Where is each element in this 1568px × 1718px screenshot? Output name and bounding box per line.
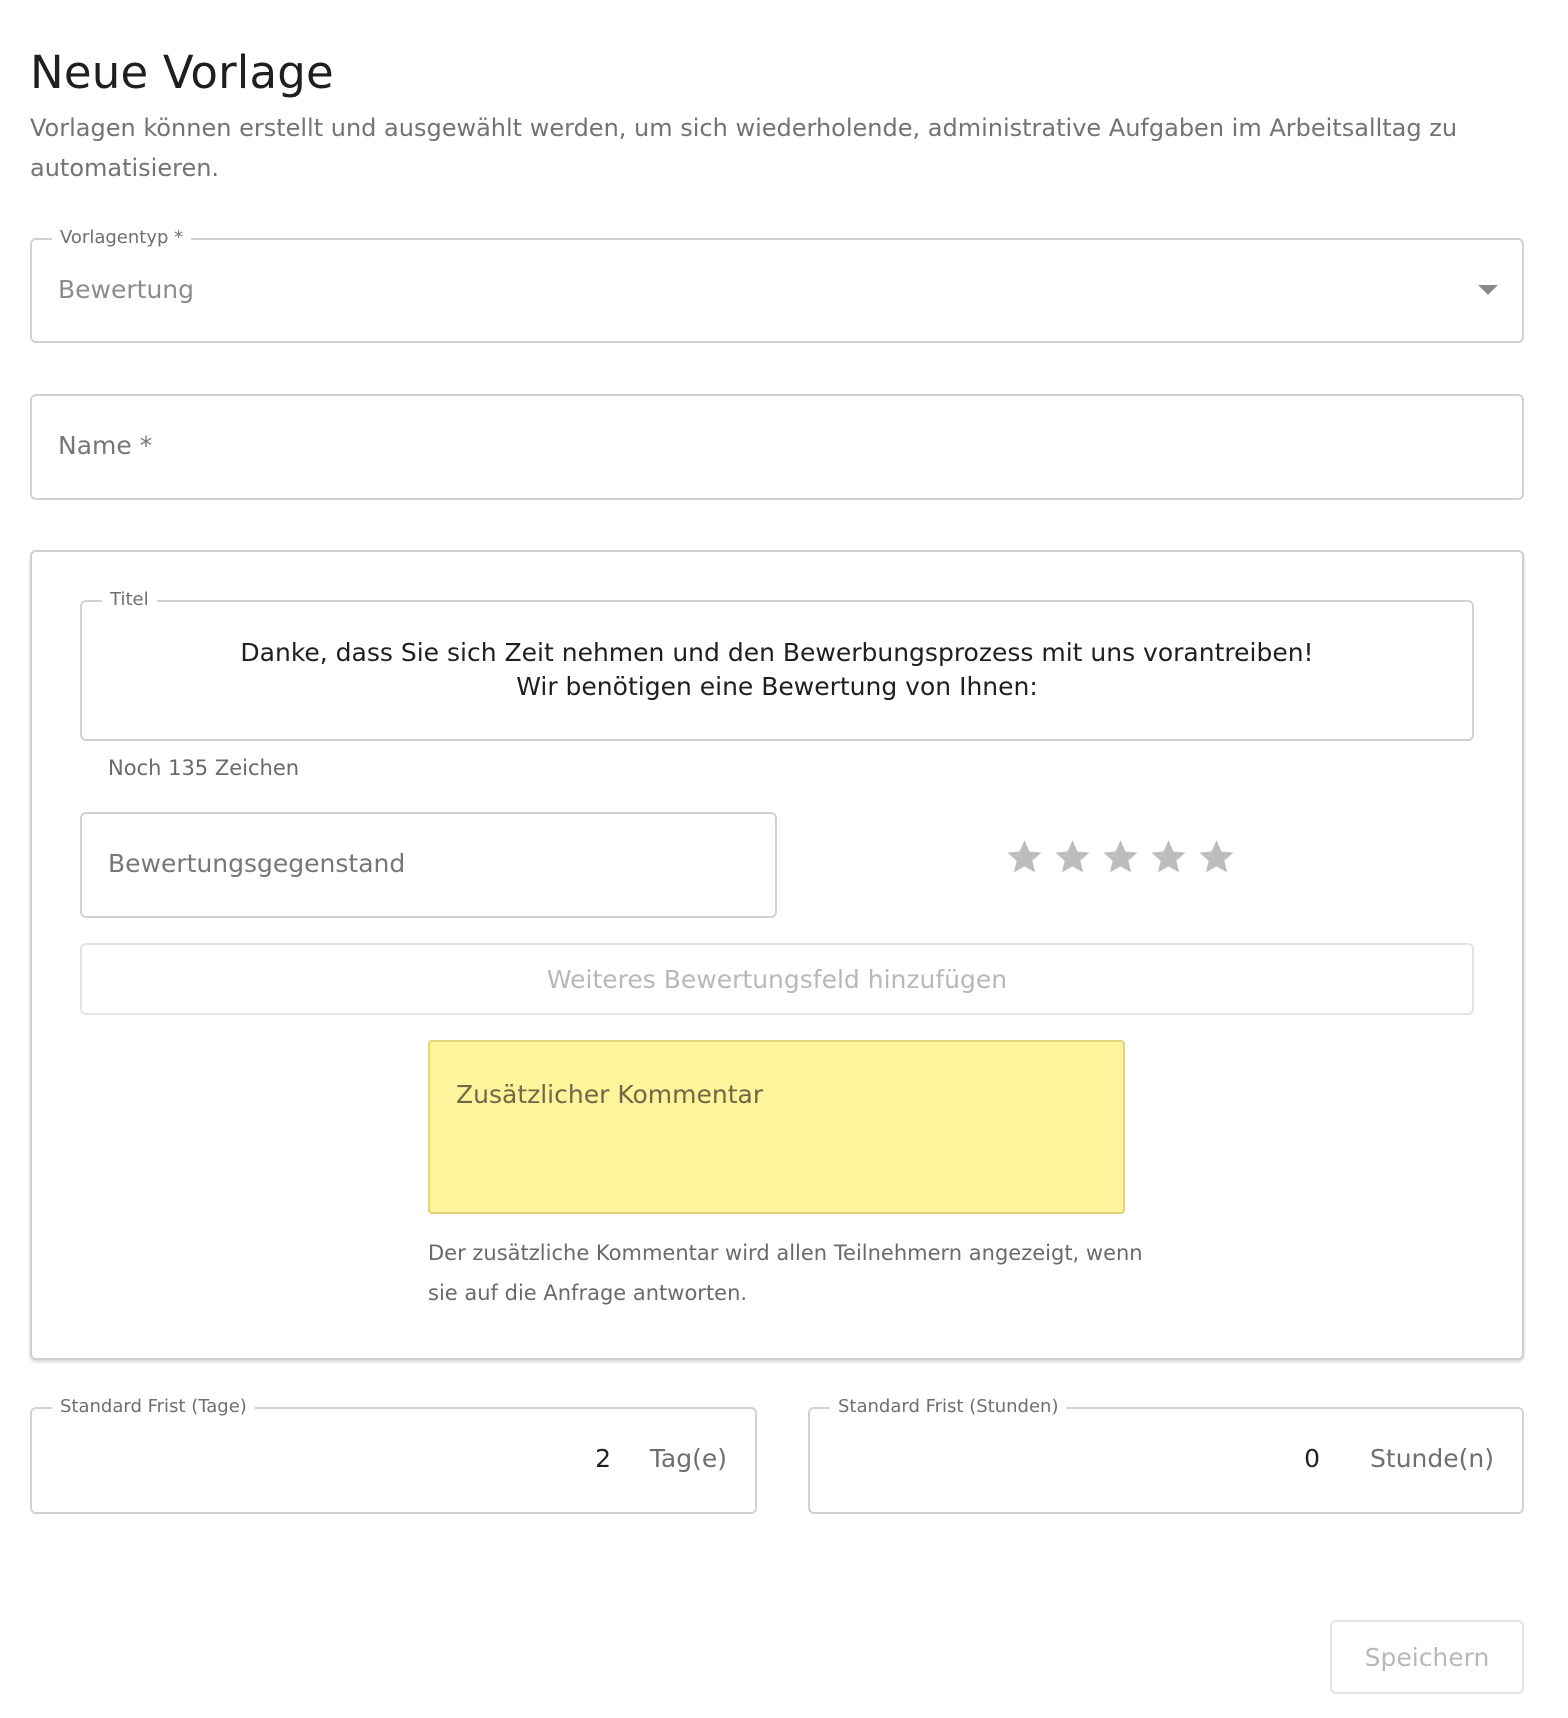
template-type-select[interactable] [30,227,1524,343]
title-text [82,636,1472,704]
deadline-hours-label: Standard Frist (Stunden) [830,1397,1066,1417]
star-rating[interactable] [1004,836,1237,877]
name-input[interactable] [30,394,1524,500]
rating-item-placeholder: Bewertungsgegenstand [108,849,406,878]
deadline-hours-value: 0 [1304,1444,1320,1473]
star-icon[interactable] [1004,836,1045,877]
comment-placeholder: Zusätzlicher Kommentar [456,1080,764,1109]
chars-remaining: Noch 135 Zeichen [108,756,300,780]
dropdown-arrow-icon [1478,285,1498,295]
deadline-hours-input[interactable] [808,1396,1524,1514]
star-icon[interactable] [1196,836,1237,877]
template-type-label: Vorlagentyp * [52,228,191,248]
deadline-days-label: Standard Frist (Tage) [52,1397,255,1417]
star-icon[interactable] [1148,836,1189,877]
deadline-days-unit: Tag(e) [649,1444,727,1473]
save-button[interactable]: Speichern [1330,1620,1524,1694]
name-input-placeholder: Name * [58,431,153,460]
title-textarea[interactable] [80,589,1474,741]
add-rating-field-button[interactable]: Weiteres Bewertungsfeld hinzufügen [80,943,1474,1015]
deadline-days-input[interactable] [30,1396,757,1514]
title-label: Titel [102,590,157,610]
deadline-days-value: 2 [595,1444,611,1473]
additional-comment-textarea[interactable] [428,1040,1125,1214]
page-title: Neue Vorlage [30,46,334,99]
comment-note: Der zusätzliche Kommentar wird allen Teilnehmern angezeigt, wenn sie auf die Anfrage antworten. [428,1241,1143,1305]
page-description: Vorlagen können erstellt und ausgewählt werden, um sich wiederholende, administrative Aufgaben im Arbeitsalltag zu automatisieren. [30,114,1458,182]
star-icon[interactable] [1052,836,1093,877]
title-line-1: Danke, dass Sie sich Zeit nehmen und den Bewerbungsprozess mit uns vorantreiben! [240,638,1314,667]
template-type-value: Bewertung [58,275,194,304]
title-line-2: Wir benötigen eine Bewertung von Ihnen: [516,672,1038,701]
rating-item-input[interactable] [80,812,777,918]
star-icon[interactable] [1100,836,1141,877]
deadline-hours-unit: Stunde(n) [1370,1444,1494,1473]
